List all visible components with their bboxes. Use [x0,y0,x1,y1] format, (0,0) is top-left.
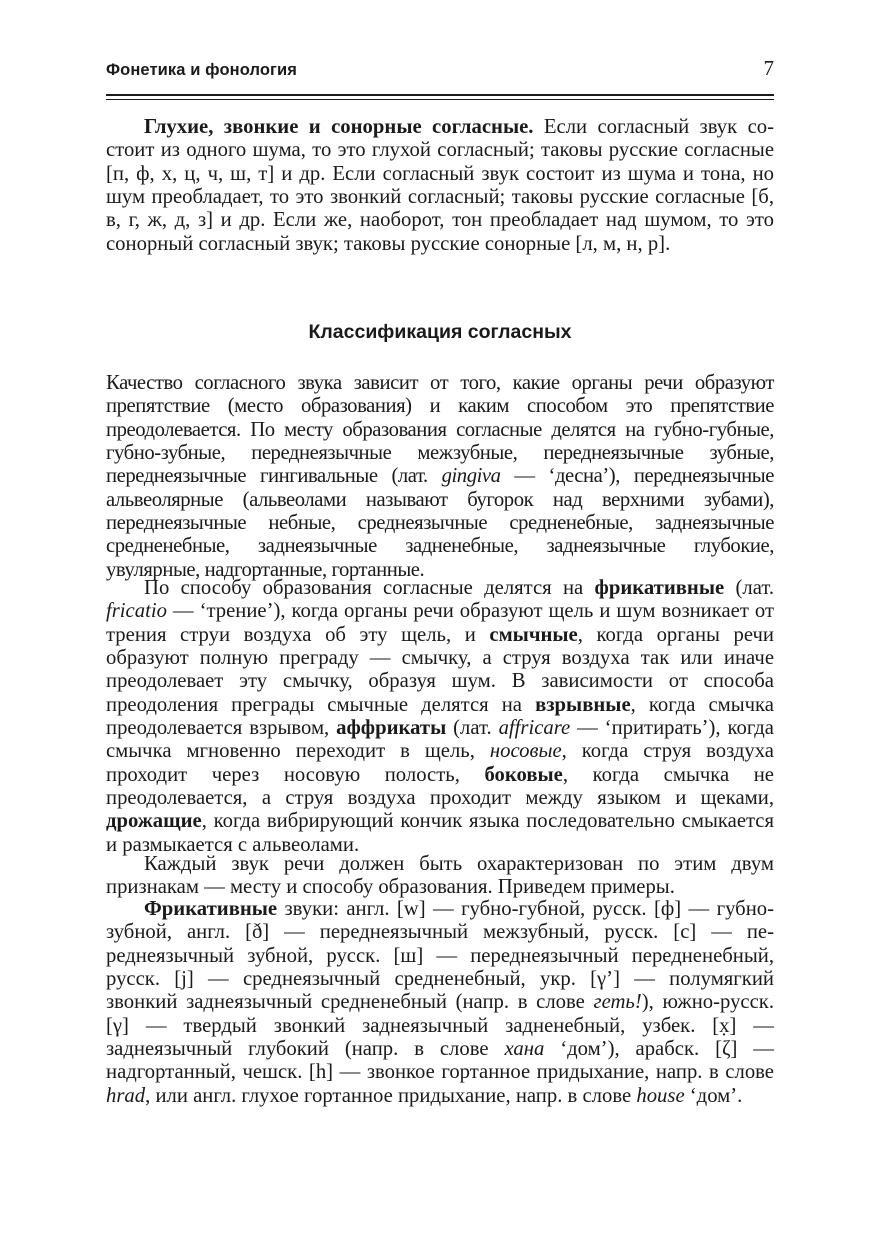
paragraph-summary: Каждый звук речи должен быть охарактеризован по этим двум признакам — месту и способу образования. Приведем примеры. [106,853,774,899]
running-title: Фонетика и фонология [106,61,297,79]
paragraph-manner-of-articulation: По способу образования согласные делятся на фрикативные (лат. fricatio — ‘трение’), когда органы речи образуют щель и шум возникает от трения струи воздуха об эту щель, и смычные, когда органы речи образуют полную преграду — смычку, а струя воздуха так или иначе преодолевает эту смычку, образуя шум. В зависимости от способа преодоления преграды смычные делятся на взрывные, когда смычка преодолевается взрывом, аффрикаты (лат. affricare — ‘притирать’), когда смычка мгновенно переходит в щель, носовые, когда струя воздуха проходит через носовую полость, боковые, когда смычка не преодолевается, а струя воздуха проходит между языком и щеками, дрожащие, когда вибрирующий кончик языка последовательно смыкается и размыкается с альвеолами. [106,577,775,856]
paragraph-place-of-articulation: Качество согласного звука зависит от того, какие органы речи образуют препятствие (место образования) и каким способом это препятствие преодолевается. По месту образования согласные делятся на губно-губные, губно-зубные, переднеязычные межзубные, переднеязычные зубные, переднеязычные гингивальные (лат. gingiva — ‘десна’), переднеязычные альвеолярные (альвеолами называют бугорок над верхними зубами), переднеязычные небные, среднеязычные средненебные, заднеязычные средненебные, заднеязычные задненебные, заднеязычные глубокие, увулярные, надгортанные, гортанные. [106,372,774,581]
intro-lead: Глухие, звонкие и сонорные согласные. [144,116,534,138]
term-trill: дрожащие [106,810,202,833]
page-number: 7 [763,56,774,80]
term-lateral: боковые [484,763,563,786]
intro-paragraph: Глухие, звонкие и сонорные согласные. Если согласный звук состоит из одного шума, то это глухой согласный; таковы русские согласные [п, ф, х, ц, ч, ш, т] и др. Если согласный звук состоит из шума и тона, но шум преобладает, то это звонкий согласный; таковы русские согласные [б, в, г, ж, д, з] и др. Если же, наоборот, тон преобладает над шумом, то это сонорный согласный звук; таковы русские сонорные [л, м, н, р]. [106,116,774,255]
section-title: Классификация согласных [308,321,572,343]
page-header [106,56,774,81]
term-fricative: фрикативные [594,577,725,599]
term-plosive: взрывные [535,693,631,716]
paragraph-fricative-examples: Фрикативные звуки: англ. [w] — губно-губной, русск. [ф] — губнозубной, англ. [ð] — переднеязычный межзубный, русск. [с] — переднеязычный зубной, русск. [ш] — переднеязычный передненебный, русск. [j] — среднеязычный средненебный, укр. [γ’] — полумягкий звонкий заднеязычный средненебный (напр. в слове геть!), южно-русск. [γ] — твердый звонкий заднеязычный задненебный, узбек. [x̣] — заднеязычный глубокий (напр. в слове хана ‘дом’), арабск. [ζ] — надгортанный, чешск. [h] — звонкое гортанное придыхание, напр. в слове hrad, или англ. глухое гортанное придыхание, напр. в слове house ‘дом’. [106,898,774,1107]
term-fricative-examples: Фрикативные [144,898,278,920]
header-rule-thin [106,99,774,100]
header-rule-thick [106,94,774,96]
term-affricate: аффрикаты [336,717,447,740]
term-stop: смычные [489,623,578,646]
term-nasal: носовые [489,740,562,763]
